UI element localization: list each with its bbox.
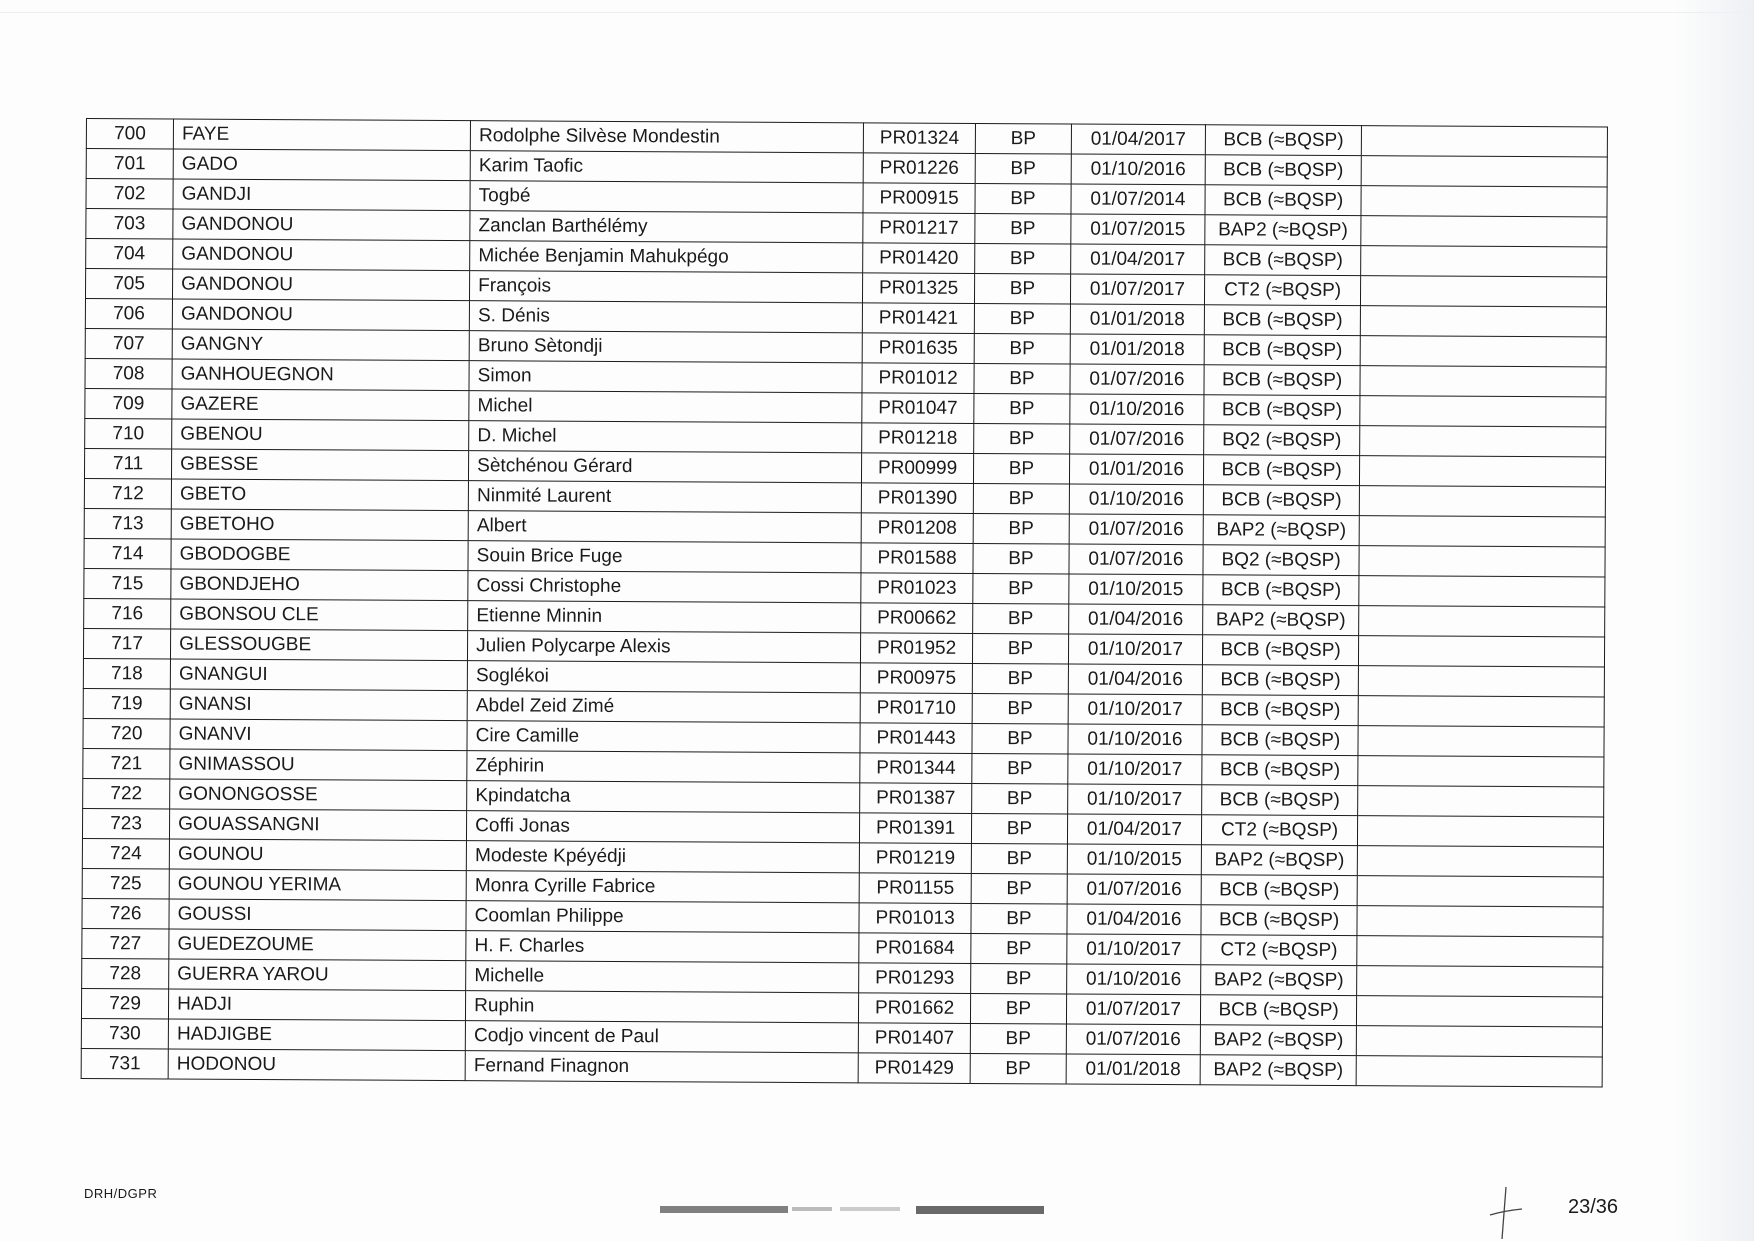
grade-cell: BCB (≈BQSP) (1202, 785, 1358, 816)
grade-cell: BCB (≈BQSP) (1202, 755, 1358, 786)
registration-code-cell: PR01324 (864, 123, 976, 154)
given-names-cell: Michelle (466, 961, 859, 993)
given-names-cell: Michel (469, 391, 862, 423)
row-number: 700 (86, 119, 173, 149)
category-cell: BP (970, 993, 1066, 1024)
row-number: 728 (82, 958, 169, 988)
personnel-table (81, 118, 1608, 1087)
grade-cell: BAP2 (≈BQSP) (1200, 1025, 1356, 1056)
registration-code-cell: PR01390 (862, 483, 974, 514)
date-cell: 01/07/2016 (1070, 424, 1204, 455)
empty-cell (1360, 456, 1606, 487)
category-cell: BP (973, 573, 1069, 604)
grade-cell: BQ2 (≈BQSP) (1203, 545, 1359, 576)
given-names-cell: Sètchénou Gérard (469, 451, 862, 483)
grade-cell: BCB (≈BQSP) (1202, 665, 1358, 696)
row-number: 731 (81, 1048, 168, 1078)
grade-cell: BCB (≈BQSP) (1202, 635, 1358, 666)
empty-cell (1358, 816, 1604, 847)
registration-code-cell: PR01443 (860, 723, 972, 754)
handwritten-mark (1484, 1185, 1524, 1241)
empty-cell (1359, 666, 1605, 697)
grade-cell: BAP2 (≈BQSP) (1200, 1055, 1356, 1086)
registration-code-cell: PR01226 (863, 153, 975, 184)
date-cell: 01/01/2018 (1070, 334, 1204, 365)
registration-code-cell: PR01208 (861, 513, 973, 544)
registration-code-cell: PR01421 (863, 303, 975, 334)
row-number: 703 (86, 209, 173, 239)
category-cell: BP (974, 363, 1070, 394)
given-names-cell: Simon (469, 361, 862, 393)
empty-cell (1360, 426, 1606, 457)
grade-cell: BCB (≈BQSP) (1203, 455, 1359, 486)
given-names-cell: Rodolphe Silvèse Mondestin (470, 121, 863, 153)
date-cell: 01/04/2016 (1068, 664, 1202, 695)
grade-cell: BAP2 (≈BQSP) (1205, 215, 1361, 246)
grade-cell: BCB (≈BQSP) (1203, 485, 1359, 516)
date-cell: 01/10/2017 (1068, 754, 1202, 785)
category-cell: BP (973, 543, 1069, 574)
empty-cell (1359, 516, 1605, 547)
category-cell: BP (972, 723, 1068, 754)
grade-cell: BCB (≈BQSP) (1200, 995, 1356, 1026)
surname-cell: GLESSOUGBE (171, 629, 468, 661)
empty-cell (1359, 606, 1605, 637)
surname-cell: GANDJI (173, 179, 470, 211)
row-number: 707 (85, 328, 172, 358)
date-cell: 01/07/2016 (1069, 544, 1203, 575)
table-body (81, 119, 1607, 1087)
date-cell: 01/07/2015 (1071, 214, 1205, 245)
category-cell: BP (971, 903, 1067, 934)
registration-code-cell: PR01023 (861, 573, 973, 604)
surname-cell: GUEDEZOUME (169, 929, 466, 961)
row-number: 724 (82, 838, 169, 868)
empty-cell (1360, 396, 1606, 427)
category-cell: BP (974, 303, 1070, 334)
date-cell: 01/07/2016 (1070, 364, 1204, 395)
given-names-cell: Soglékoi (467, 661, 860, 693)
given-names-cell: Monra Cyrille Fabrice (466, 871, 859, 903)
surname-cell: GBONSOU CLE (171, 599, 468, 631)
category-cell: BP (973, 513, 1069, 544)
date-cell: 01/10/2016 (1071, 154, 1205, 185)
registration-code-cell: PR01012 (862, 363, 974, 394)
row-number: 729 (81, 988, 168, 1018)
empty-cell (1358, 696, 1604, 727)
category-cell: BP (971, 873, 1067, 904)
given-names-cell: Zanclan Barthélémy (470, 211, 863, 243)
row-number: 701 (86, 149, 173, 179)
row-number: 710 (85, 418, 172, 448)
registration-code-cell: PR01155 (859, 873, 971, 904)
registration-code-cell: PR01391 (860, 813, 972, 844)
registration-code-cell: PR01710 (860, 693, 972, 724)
given-names-cell: Etienne Minnin (468, 601, 861, 633)
empty-cell (1358, 846, 1604, 877)
category-cell: BP (971, 933, 1067, 964)
grade-cell: BCB (≈BQSP) (1205, 185, 1361, 216)
empty-cell (1361, 186, 1607, 217)
surname-cell: GANDONOU (172, 299, 469, 331)
given-names-cell: Albert (468, 511, 861, 543)
grade-cell: CT2 (≈BQSP) (1201, 935, 1357, 966)
date-cell: 01/01/2016 (1069, 454, 1203, 485)
empty-cell (1359, 576, 1605, 607)
category-cell: BP (973, 453, 1069, 484)
surname-cell: GAZERE (172, 389, 469, 421)
surname-cell: GNIMASSOU (170, 749, 467, 781)
given-names-cell: Cossi Christophe (468, 571, 861, 603)
row-number: 708 (85, 358, 172, 388)
row-number: 711 (84, 448, 171, 478)
surname-cell: GOUNOU YERIMA (169, 869, 466, 901)
date-cell: 01/07/2017 (1070, 274, 1204, 305)
row-number: 702 (86, 179, 173, 209)
empty-cell (1362, 126, 1608, 157)
empty-cell (1357, 906, 1603, 937)
row-number: 725 (82, 868, 169, 898)
empty-cell (1360, 336, 1606, 367)
grade-cell: BCB (≈BQSP) (1204, 365, 1360, 396)
category-cell: BP (974, 333, 1070, 364)
empty-cell (1361, 276, 1607, 307)
registration-code-cell: PR01952 (861, 633, 973, 664)
row-number: 720 (83, 718, 170, 748)
empty-cell (1357, 966, 1603, 997)
row-number: 718 (83, 658, 170, 688)
row-number: 719 (83, 688, 170, 718)
category-cell: BP (974, 273, 1070, 304)
empty-cell (1360, 486, 1606, 517)
row-number: 713 (84, 508, 171, 538)
date-cell: 01/04/2017 (1071, 244, 1205, 275)
registration-code-cell: PR01218 (862, 423, 974, 454)
given-names-cell: Michée Benjamin Mahukpégo (470, 241, 863, 273)
category-cell: BP (970, 1023, 1066, 1054)
category-cell: BP (975, 153, 1071, 184)
given-names-cell: Togbé (470, 181, 863, 213)
row-number: 712 (84, 478, 171, 508)
registration-code-cell: PR01325 (863, 273, 975, 304)
row-number: 704 (86, 239, 173, 269)
given-names-cell: Souin Brice Fuge (468, 541, 861, 573)
date-cell: 01/10/2015 (1067, 844, 1201, 875)
registration-code-cell: PR00999 (862, 453, 974, 484)
registration-code-cell: PR01420 (863, 243, 975, 274)
category-cell: BP (971, 963, 1067, 994)
category-cell: BP (972, 633, 1068, 664)
row-number: 705 (85, 269, 172, 299)
grade-cell: BAP2 (≈BQSP) (1201, 845, 1357, 876)
registration-code-cell: PR01635 (862, 333, 974, 364)
empty-cell (1358, 756, 1604, 787)
page-number: 23/36 (1568, 1196, 1619, 1218)
grade-cell: BCB (≈BQSP) (1205, 125, 1361, 156)
date-cell: 01/04/2017 (1067, 814, 1201, 845)
surname-cell: HODONOU (168, 1049, 465, 1081)
date-cell: 01/10/2016 (1067, 964, 1201, 995)
scan-edge-line (0, 12, 1754, 13)
empty-cell (1357, 936, 1603, 967)
personnel-table-wrapper (81, 118, 1608, 1087)
date-cell: 01/10/2016 (1068, 724, 1202, 755)
empty-cell (1357, 876, 1603, 907)
date-cell: 01/07/2016 (1069, 514, 1203, 545)
grade-cell: BAP2 (≈BQSP) (1201, 965, 1357, 996)
date-cell: 01/01/2018 (1070, 304, 1204, 335)
empty-cell (1360, 366, 1606, 397)
category-cell: BP (975, 183, 1071, 214)
given-names-cell: Modeste Kpéyédji (466, 841, 859, 873)
surname-cell: GOUASSANGNI (170, 809, 467, 841)
row-number: 723 (82, 808, 169, 838)
surname-cell: GNANSI (170, 689, 467, 721)
given-names-cell: S. Dénis (469, 301, 862, 333)
category-cell: BP (972, 693, 1068, 724)
registration-code-cell: PR01684 (859, 933, 971, 964)
given-names-cell: Bruno Sètondji (469, 331, 862, 363)
empty-cell (1358, 786, 1604, 817)
registration-code-cell: PR00662 (861, 603, 973, 634)
date-cell: 01/10/2016 (1070, 394, 1204, 425)
grade-cell: BAP2 (≈BQSP) (1203, 515, 1359, 546)
surname-cell: GANDONOU (173, 239, 470, 271)
scanned-stamp (660, 1204, 1040, 1214)
surname-cell: GADO (173, 149, 470, 181)
registration-code-cell: PR01387 (860, 783, 972, 814)
surname-cell: GANHOUEGNON (172, 359, 469, 391)
row-number: 721 (83, 748, 170, 778)
row-number: 716 (84, 598, 171, 628)
given-names-cell: D. Michel (469, 421, 862, 453)
grade-cell: BCB (≈BQSP) (1205, 245, 1361, 276)
grade-cell: BCB (≈BQSP) (1202, 695, 1358, 726)
category-cell: BP (971, 843, 1067, 874)
surname-cell: GANDONOU (173, 209, 470, 241)
given-names-cell: H. F. Charles (466, 931, 859, 963)
given-names-cell: Cire Camille (467, 721, 860, 753)
date-cell: 01/04/2016 (1067, 904, 1201, 935)
grade-cell: BCB (≈BQSP) (1205, 155, 1361, 186)
category-cell: BP (970, 1053, 1066, 1084)
date-cell: 01/10/2017 (1068, 634, 1202, 665)
empty-cell (1357, 996, 1603, 1027)
surname-cell: GUERRA YAROU (169, 959, 466, 991)
date-cell: 01/10/2017 (1068, 694, 1202, 725)
empty-cell (1361, 246, 1607, 277)
grade-cell: BCB (≈BQSP) (1204, 335, 1360, 366)
given-names-cell: François (470, 271, 863, 303)
registration-code-cell: PR01429 (858, 1053, 970, 1084)
date-cell: 01/04/2017 (1071, 124, 1205, 155)
grade-cell: CT2 (≈BQSP) (1201, 815, 1357, 846)
date-cell: 01/10/2015 (1069, 574, 1203, 605)
surname-cell: GOUSSI (169, 899, 466, 931)
row-number: 706 (85, 298, 172, 328)
given-names-cell: Kpindatcha (467, 781, 860, 813)
given-names-cell: Karim Taofic (470, 151, 863, 183)
empty-cell (1359, 546, 1605, 577)
row-number: 726 (82, 898, 169, 928)
surname-cell: GBODOGBE (171, 539, 468, 571)
grade-cell: CT2 (≈BQSP) (1204, 275, 1360, 306)
given-names-cell: Codjo vincent de Paul (465, 1021, 858, 1053)
surname-cell: GBENOU (172, 419, 469, 451)
empty-cell (1361, 216, 1607, 247)
category-cell: BP (972, 663, 1068, 694)
registration-code-cell: PR01217 (863, 213, 975, 244)
empty-cell (1357, 1026, 1603, 1057)
row-number: 714 (84, 538, 171, 568)
category-cell: BP (975, 243, 1071, 274)
registration-code-cell: PR01047 (862, 393, 974, 424)
date-cell: 01/07/2017 (1066, 994, 1200, 1025)
date-cell: 01/10/2017 (1067, 934, 1201, 965)
date-cell: 01/10/2016 (1069, 484, 1203, 515)
footer-department: DRH/DGPR (84, 1186, 158, 1201)
grade-cell: BQ2 (≈BQSP) (1204, 425, 1360, 456)
given-names-cell: Zéphirin (467, 751, 860, 783)
category-cell: BP (971, 813, 1067, 844)
grade-cell: BCB (≈BQSP) (1204, 395, 1360, 426)
date-cell: 01/04/2016 (1069, 604, 1203, 635)
category-cell: BP (972, 753, 1068, 784)
empty-cell (1358, 726, 1604, 757)
surname-cell: GNANVI (170, 719, 467, 751)
surname-cell: GOUNOU (169, 839, 466, 871)
grade-cell: BCB (≈BQSP) (1201, 875, 1357, 906)
given-names-cell: Abdel Zeid Zimé (467, 691, 860, 723)
grade-cell: BCB (≈BQSP) (1201, 905, 1357, 936)
given-names-cell: Ninmité Laurent (468, 481, 861, 513)
registration-code-cell: PR01662 (859, 993, 971, 1024)
date-cell: 01/01/2018 (1066, 1054, 1200, 1085)
registration-code-cell: PR00915 (863, 183, 975, 214)
registration-code-cell: PR01344 (860, 753, 972, 784)
surname-cell: HADJIGBE (168, 1019, 465, 1051)
surname-cell: GANGNY (172, 329, 469, 361)
registration-code-cell: PR01219 (860, 843, 972, 874)
date-cell: 01/07/2016 (1066, 1024, 1200, 1055)
given-names-cell: Ruphin (466, 991, 859, 1023)
grade-cell: BCB (≈BQSP) (1204, 305, 1360, 336)
category-cell: BP (974, 423, 1070, 454)
given-names-cell: Coomlan Philippe (466, 901, 859, 933)
date-cell: 01/07/2014 (1071, 184, 1205, 215)
category-cell: BP (974, 393, 1070, 424)
surname-cell: HADJI (169, 989, 466, 1021)
category-cell: BP (972, 783, 1068, 814)
empty-cell (1356, 1056, 1602, 1087)
grade-cell: BCB (≈BQSP) (1203, 575, 1359, 606)
category-cell: BP (975, 123, 1071, 154)
registration-code-cell: PR00975 (861, 663, 973, 694)
surname-cell: GONONGOSSE (170, 779, 467, 811)
given-names-cell: Fernand Finagnon (465, 1051, 858, 1083)
surname-cell: GBESSE (172, 449, 469, 481)
registration-code-cell: PR01293 (859, 963, 971, 994)
category-cell: BP (973, 603, 1069, 634)
surname-cell: GANDONOU (173, 269, 470, 301)
category-cell: BP (975, 213, 1071, 244)
date-cell: 01/07/2016 (1067, 874, 1201, 905)
row-number: 715 (84, 568, 171, 598)
surname-cell: GBONDJEHO (171, 569, 468, 601)
row-number: 709 (85, 388, 172, 418)
registration-code-cell: PR01588 (861, 543, 973, 574)
grade-cell: BAP2 (≈BQSP) (1203, 605, 1359, 636)
row-number: 722 (83, 778, 170, 808)
row-number: 717 (83, 628, 170, 658)
empty-cell (1359, 636, 1605, 667)
grade-cell: BCB (≈BQSP) (1202, 725, 1358, 756)
surname-cell: GBETOHO (171, 509, 468, 541)
surname-cell: FAYE (173, 119, 470, 151)
given-names-cell: Coffi Jonas (467, 811, 860, 843)
empty-cell (1361, 306, 1607, 337)
scan-shadow (1674, 0, 1754, 1241)
surname-cell: GBETO (171, 479, 468, 511)
row-number: 730 (81, 1018, 168, 1048)
category-cell: BP (973, 483, 1069, 514)
empty-cell (1361, 156, 1607, 187)
registration-code-cell: PR01013 (859, 903, 971, 934)
row-number: 727 (82, 928, 169, 958)
surname-cell: GNANGUI (170, 659, 467, 691)
date-cell: 01/10/2017 (1068, 784, 1202, 815)
given-names-cell: Julien Polycarpe Alexis (468, 631, 861, 663)
registration-code-cell: PR01407 (859, 1023, 971, 1054)
